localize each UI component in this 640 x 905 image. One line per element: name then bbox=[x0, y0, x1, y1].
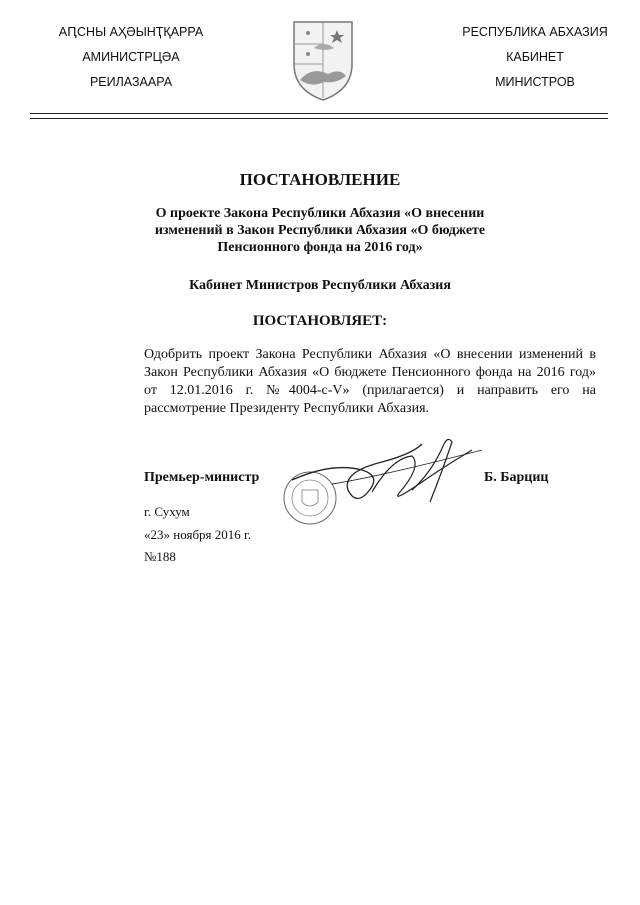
handwritten-signature-stamp-icon bbox=[272, 432, 492, 542]
document-date: «23» ноября 2016 г. bbox=[144, 527, 252, 542]
header-right-line-3: МИНИСТРОВ bbox=[495, 75, 575, 89]
header-left-line-1: АԤСНЫ АҲӘЫНҬҚАРРА bbox=[58, 25, 204, 39]
body-paragraph: Одобрить проект Закона Республики Абхазия «О внесении изменений в Закон Республики Абхазия «О бюджете Пенсионного фонда на 2016 год» от 12.01.2016 г. №4004-с-V» (прилагается) и направить его на рассмотрение Президенту Республики Абхазия. bbox=[144, 347, 596, 416]
header-left-block bbox=[36, 20, 226, 95]
header-left-line-3: РЕИЛАЗААРА bbox=[89, 75, 173, 89]
signatory-name: Б. Барциц bbox=[484, 470, 549, 485]
document-number: №188 bbox=[144, 549, 176, 564]
header-right-line-2: КАБИНЕТ bbox=[506, 50, 564, 64]
header-right-line-1: РЕСПУБЛИКА АБХАЗИЯ bbox=[462, 25, 608, 39]
document-title: ПОСТАНОВЛЕНИЕ bbox=[239, 170, 401, 189]
document-subject bbox=[150, 205, 490, 256]
header-left-line-2: АМИНИСТРЦӘА bbox=[82, 50, 180, 64]
subject-line-3: Пенсионного фонда на 2016 год» bbox=[217, 240, 423, 255]
subject-line-2: изменений в Закон Республики Абхазия «О бюджете bbox=[154, 223, 486, 238]
header-divider-thin bbox=[30, 118, 608, 119]
decree-heading: ПОСТАНОВЛЯЕТ: bbox=[252, 313, 388, 329]
header-right-block bbox=[440, 20, 630, 95]
signatory-title: Премьер-министр bbox=[144, 470, 260, 485]
coat-of-arms-emblem-icon bbox=[290, 18, 356, 102]
subject-line-1: О проекте Закона Республики Абхазия «О внесении bbox=[155, 206, 485, 221]
issuer-line: Кабинет Министров Республики Абхазия bbox=[189, 278, 451, 293]
header-divider-thick bbox=[30, 113, 608, 114]
document-place: г. Сухум bbox=[144, 504, 190, 519]
